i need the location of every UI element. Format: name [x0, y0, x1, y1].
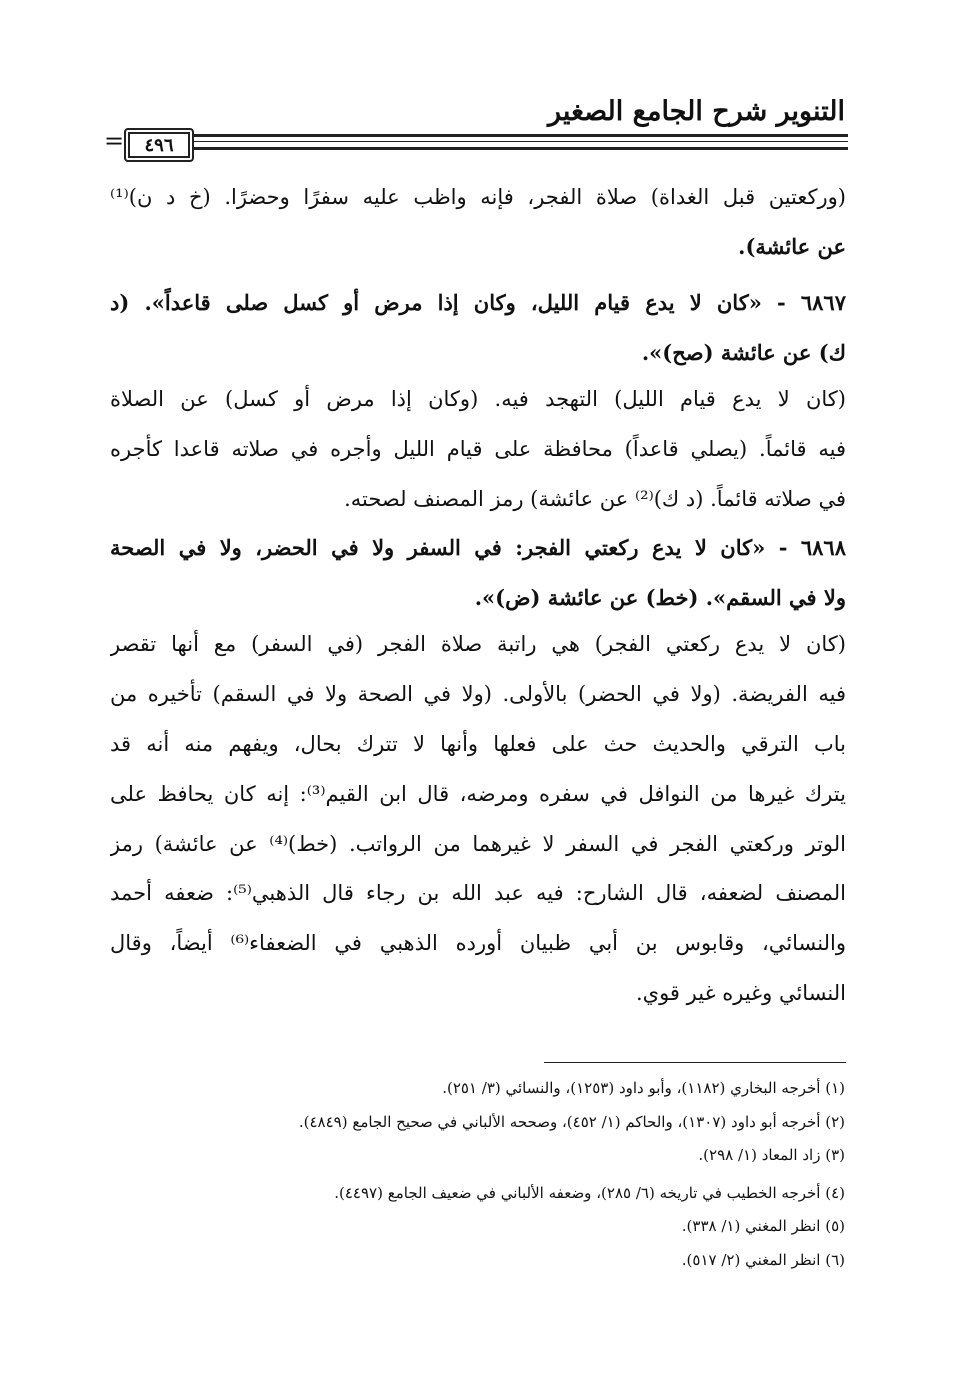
commentary-line: يترك غيرها من النوافل في سفره ومرضه، قال ابن القيم⁽³⁾: إنه كان يحافظ على: [110, 782, 846, 806]
page-number-connector: =: [104, 127, 125, 155]
commentary-line: المصنف لضعفه، قال الشارح: فيه عبد الله بن رجاء قال الذهبي⁽⁵⁾: ضعفه أحمد: [110, 881, 846, 905]
commentary-line: في صلاته قائماً. (د ك)⁽²⁾ عن عائشة) رمز المصنف لصحته.: [344, 487, 846, 511]
body-line: عن عائشة).: [738, 234, 846, 259]
header-rule-middle: [192, 141, 848, 142]
header-rule-bottom: [192, 147, 848, 150]
commentary-line: فيه الفريضة. (ولا في الحضر) بالأولى. (ولا في الصحة ولا في السقم) تأخيره من: [110, 682, 846, 706]
body-line: (وركعتين قبل الغداة) صلاة الفجر، فإنه واظب عليه سفرًا وحضرًا. (خ د ن)⁽¹⁾: [110, 185, 846, 209]
hadith-line: ٦٨٦٧ - «كان لا يدع قيام الليل، وكان إذا مرض أو كسل صلى قاعداً». (د: [110, 290, 846, 315]
header-rule-top: [192, 134, 848, 137]
footnote: (٥) انظر المغني (١/ ٣٣٨).: [681, 1217, 845, 1235]
footnote: (٢) أخرجه أبو داود (١٣٠٧)، والحاكم (١/ ٤٥٢)، وصححه الألباني في صحيح الجامع (٤٨٤٩).: [298, 1113, 845, 1131]
hadith-line: ٦٨٦٨ - «كان لا يدع ركعتي الفجر: في السفر ولا في الحضر، ولا في الصحة: [110, 535, 846, 560]
commentary-line: والنسائي، وقابوس بن أبي ظبيان أورده الذهبي في الضعفاء⁽⁶⁾ أيضاً، وقال: [110, 931, 846, 955]
commentary-line: (كان لا يدع ركعتي الفجر) هي راتبة صلاة الفجر (في السفر) مع أنها تقصر: [110, 632, 846, 656]
footnote: (٦) انظر المغني (٢/ ٥١٧).: [681, 1251, 845, 1269]
footnote: (٣) زاد المعاد (١/ ٢٩٨).: [698, 1146, 845, 1164]
commentary-line: باب الترقي والحديث حث على فعلها وأنها لا تترك بحال، ويفهم منه أنه قد: [110, 732, 846, 756]
page-number: ٤٩٦: [144, 134, 174, 156]
footnote-separator: [544, 1062, 846, 1063]
hadith-line: ولا في السقم». (خط) عن عائشة (ض)».: [474, 585, 846, 610]
page-number-frame: [124, 128, 194, 162]
running-header-title: التنوير شرح الجامع الصغير: [548, 96, 845, 127]
commentary-line: (كان لا يدع قيام الليل) التهجد فيه. (وكان إذا مرض أو كسل) عن الصلاة: [110, 387, 846, 411]
footnote: (١) أخرجه البخاري (١١٨٢)، وأبو داود (١٢٥٣)، والنسائي (٣/ ٢٥١).: [442, 1079, 845, 1097]
commentary-line: الوتر وركعتي الفجر في السفر لا غيرهما من الرواتب. (خط)⁽⁴⁾ عن عائشة) رمز: [110, 832, 846, 856]
commentary-line: النسائي وغيره غير قوي.: [635, 981, 846, 1005]
hadith-line: ك) عن عائشة (صح)».: [641, 340, 846, 365]
commentary-line: فيه قائماً. (يصلي قاعداً) محافظة على قيام الليل وأجره في صلاته قاعدا كأجره: [110, 437, 846, 461]
footnote: (٤) أخرجه الخطيب في تاريخه (٦/ ٢٨٥)، وضعفه الألباني في ضعيف الجامع (٤٤٩٧).: [334, 1184, 845, 1202]
